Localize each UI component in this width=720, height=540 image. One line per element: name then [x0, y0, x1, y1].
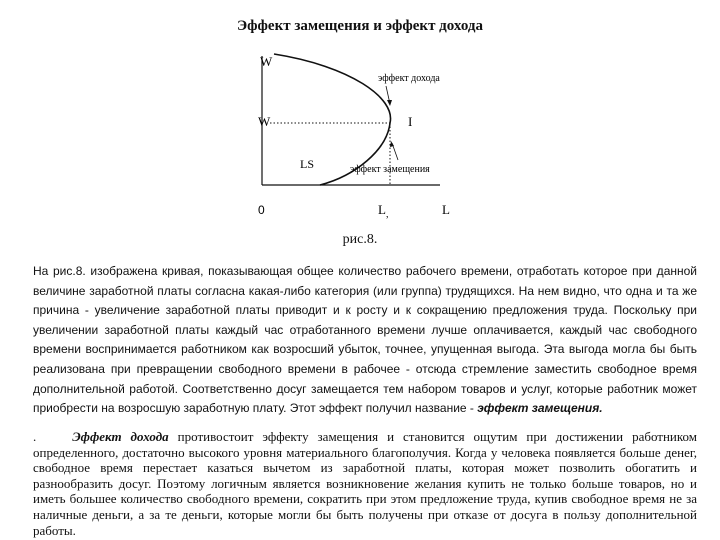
- axis-y-label: W: [260, 54, 273, 69]
- intersection-label: I: [408, 114, 413, 129]
- paragraph-income-effect: [33, 429, 697, 538]
- paragraph-1-body: На рис.8. изображена кривая, показывающая общее количество рабочего времени, отработать которое при данной величине заработной платы согласна какая-либо категория (или группа) трудящихся. На нем видно, что одна и та же причина - увеличение заработной платы приводит и к росту и к сокращению предложения труда. Поскольку при увеличении заработной платы каждый час отработанного времени лучше оплачивается, каждый час свободного времени воспринимается работником как возросший убыток, точнее, упущенная выгода. Эта выгода могла бы быть реализована при превращении свободного времени в рабочее - отсюда стремление заместить свободное время дополнительной работой. Соответственно досуг замещается тем набором товаров и услуг, которые работник может приобрести на возросшую заработную плату. Этот эффект получил название -: [33, 264, 697, 416]
- income-effect-arrowhead: [387, 100, 392, 106]
- curve-label: LS: [300, 157, 315, 171]
- figure-caption: рис.8.: [342, 232, 378, 247]
- paragraph-substitution-effect: [33, 262, 697, 419]
- hours-level-subscript: ,: [385, 209, 389, 220]
- income-effect-label: эффект дохода: [378, 73, 440, 84]
- income-effect-term: Эффект дохода: [72, 429, 169, 444]
- substitution-effect-arrowhead: [390, 141, 394, 147]
- paragraph-2-body: противостоит эффекту замещения и становится ощутим при достижении работником определенного, достаточно высокого уровня материального благополучия. Когда у человека появляется больше денег, свободное время перестает казаться вычетом из заработной платы, которая может позволить обогатить и разнообразить досуг. Поэтому логичным является возникновение желания купить не только больше товаров, но и иметь большее количество свободного времени, сократить при этом предложение труда, купив свободное время не за наличные деньги, а за те деньги, которые могли бы быть получены при отказе от досуга в пользу дополнительной работы.: [33, 429, 698, 538]
- wage-level-label: W: [258, 114, 271, 129]
- axis-x-label: L: [442, 202, 450, 217]
- paragraph-2-lead: .: [33, 429, 37, 444]
- document-title: Эффект замещения и эффект дохода: [237, 18, 483, 34]
- hours-level-letter: L: [378, 202, 386, 217]
- substitution-effect-label: эффект замещения: [350, 164, 430, 175]
- labor-supply-figure: [240, 48, 470, 230]
- hours-level-label: [378, 202, 388, 220]
- substitution-effect-term: эффект замещения.: [477, 401, 603, 416]
- origin-label: 0: [258, 203, 265, 217]
